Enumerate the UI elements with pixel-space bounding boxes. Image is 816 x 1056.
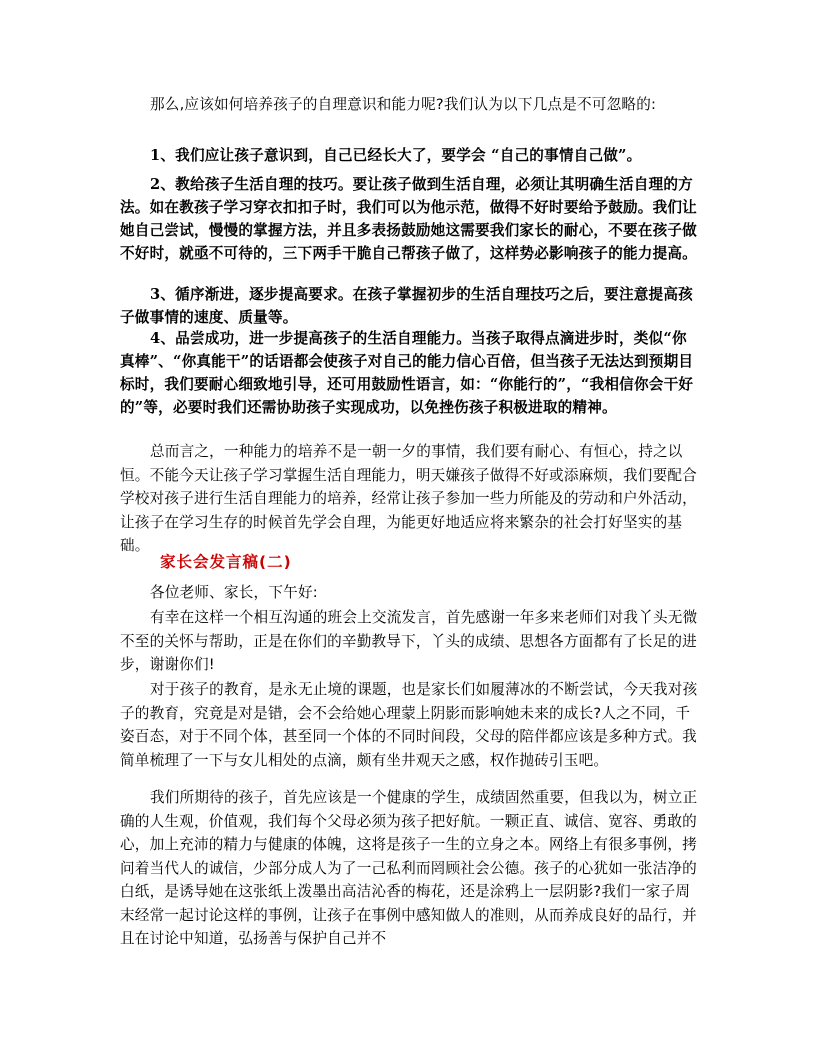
- thanks-paragraph: 有幸在这样一个相互沟通的班会上交流发言，首先感谢一年多来老师们对我丫头无微不至的关怀与帮助，正是在你们的辛勤教导下，丫头的成绩、思想各方面都有了长足的进步，谢谢你们!: [120, 609, 698, 673]
- section-heading: 家长会发言稿(二): [160, 553, 292, 571]
- summary-paragraph: 总而言之，一种能力的培养不是一朝一夕的事情，我们要有耐心、有恒心，持之以恒。不能今天让孩子学习掌握生活自理能力，明天嫌孩子做得不好或添麻烦，我们要配合学校对孩子进行生活自理能力的培养，经常让孩子参加一些力所能及的劳动和户外活动，让孩子在学习生存的时候首先学会自理，为能更好地适应将来繁杂的社会打好坚实的基础。: [120, 443, 697, 554]
- point-2-paragraph: 2、教给孩子生活自理的技巧。要让孩子做到生活自理，必须让其明确生活自理的方法。如在教孩子学习穿衣扣扣子时，我们可以为他示范，做得不好时要给予鼓励。我们让她自己尝试，慢慢的掌握方法，并且多表扬鼓励她这需要我们家长的耐心，不要在孩子做不好时，就亟不可待的，三下两手干脆自己帮孩子做了，这样势必影响孩子的能力提高。: [120, 176, 697, 262]
- expectation-paragraph: 我们所期待的孩子，首先应该是一个健康的学生，成绩固然重要，但我以为，树立正确的人生观，价值观，我们每个父母必须为孩子把好航。一颗正直、诚信、宽容、勇敢的心，加上充沛的精力与健康的体魄，这将是孩子一生的立身之本。网络上有很多事例，拷问着当代人的诚信，少部分成人为了一己私利而罔顾社会公德。孩子的心犹如一张洁净的白纸，是诱导她在这张纸上泼墨出高洁沁香的梅花，还是涂鸦上一层阴影?我们一家子周末经常一起讨论这样的事例，让孩子在事例中感知做人的准则，从而养成良好的品行，并且在讨论中知道，弘扬善与保护自己并不: [120, 789, 698, 947]
- education-paragraph: 对于孩子的教育，是永无止境的课题，也是家长们如履薄冰的不断尝试，今天我对孩子的教育，究竟是对是错，会不会给她心理蒙上阴影而影响她未来的成长?人之不同，千姿百态，对于不同个体，甚至同一个体的不同时间段，父母的陪伴都应该是多种方式。我简单梳理了一下与女儿相处的点滴，颇有坐井观天之感，权作抛砖引玉吧。: [120, 681, 698, 769]
- point-4-paragraph: 4、品尝成功，进一步提高孩子的生活自理能力。当孩子取得点滴进步时，类似“你真棒”、“你真能干”的话语都会使孩子对自己的能力信心百倍，但当孩子无法达到预期目标时，我们要耐心细致地引导，还可用鼓励性语言，如：“你能行的”，“我相信你会干好的”等，必要时我们还需协助孩子实现成功，以免挫伤孩子积极进取的精神。: [120, 330, 694, 416]
- point-3-paragraph: 3、循序渐进，逐步提高要求。在孩子掌握初步的生活自理技巧之后，要注意提高孩子做事情的速度、质量等。: [120, 286, 693, 326]
- point-1-paragraph: 1、我们应让孩子意识到，自己已经长大了，要学会 “自己的事情自己做”。: [150, 147, 642, 164]
- intro-paragraph: 那么,应该如何培养孩子的自理意识和能力呢?我们认为以下几点是不可忽略的:: [150, 96, 657, 113]
- greeting-paragraph: 各位老师、家长，下午好:: [150, 584, 318, 601]
